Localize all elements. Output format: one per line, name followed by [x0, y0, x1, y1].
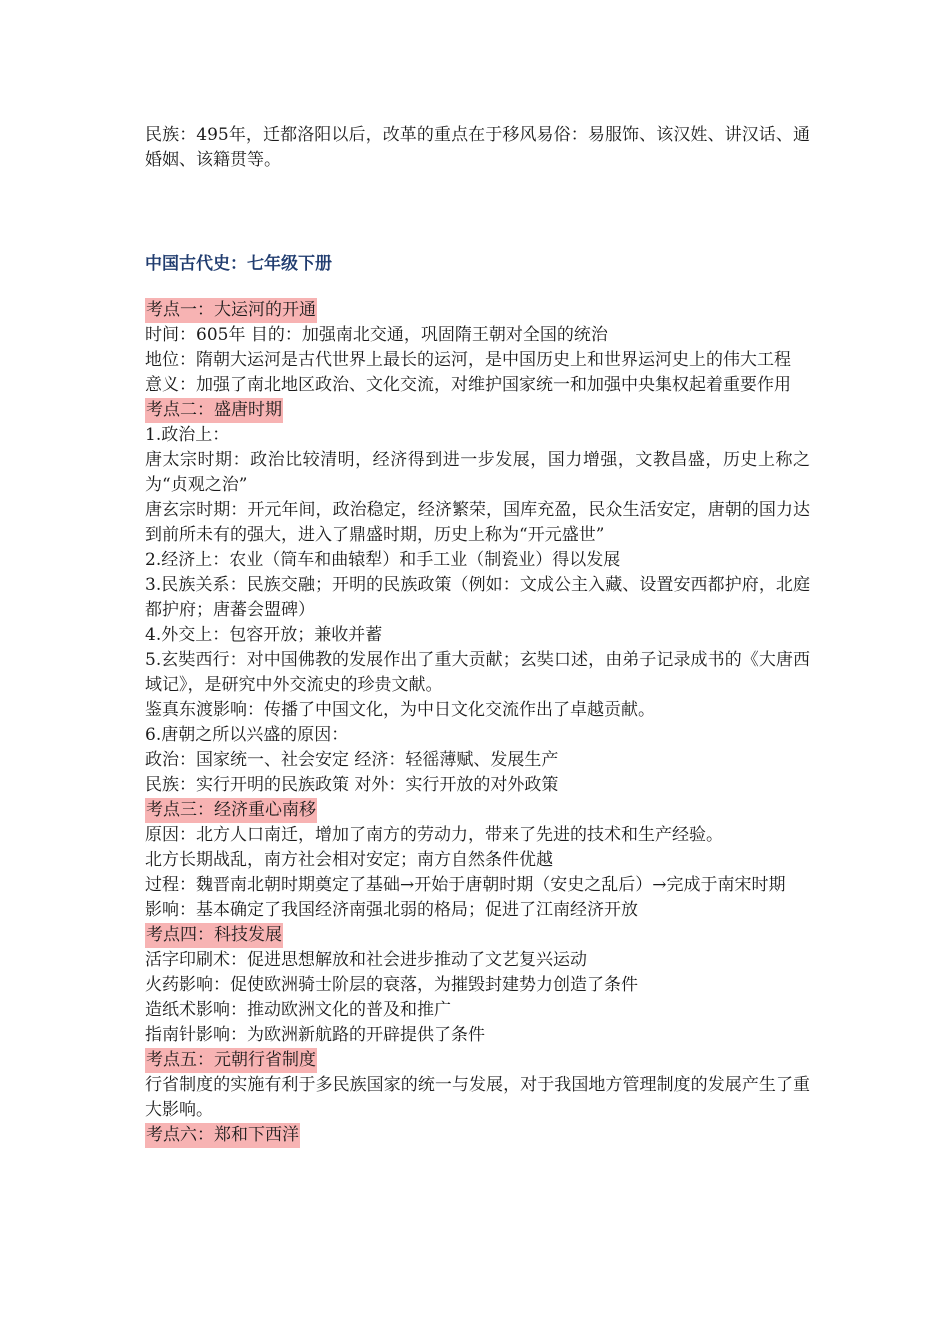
body-line: 1.政治上： [145, 425, 230, 445]
body-line: 意义：加强了南北地区政治、文化交流，对维护国家统一和加强中央集权起着重要作用 [145, 375, 791, 395]
body-line: 唐玄宗时期：开元年间，政治稳定，经济繁荣，国库充盈，民众生活安定，唐朝的国力达到前所未有的强大，进入了鼎盛时期，历史上称为“开元盛世” [145, 500, 810, 545]
body-line: 政治：国家统一、社会安定 经济：轻徭薄赋、发展生产 [145, 750, 559, 770]
body-line: 活字印刷术：促进思想解放和社会进步推动了文艺复兴运动 [145, 950, 587, 970]
body-line: 民族：实行开明的民族政策 对外：实行开放的对外政策 [145, 775, 559, 795]
topic-heading [145, 923, 810, 948]
body-line: 6.唐朝之所以兴盛的原因： [145, 725, 349, 745]
body-line: 地位：隋朝大运河是古代世界上最长的运河，是中国历史上和世界运河史上的伟大工程 [145, 350, 791, 370]
body-line: 指南针影响：为欧洲新航路的开辟提供了条件 [145, 1025, 485, 1045]
body-line: 原因：北方人口南迁，增加了南方的劳动力，带来了先进的技术和生产经验。 [145, 825, 723, 845]
body-line: 行省制度的实施有利于多民族国家的统一与发展，对于我国地方管理制度的发展产生了重大影响。 [145, 1075, 810, 1120]
body-line: 3.民族关系：民族交融；开明的民族政策（例如：文成公主入藏、设置安西都护府，北庭都护府；唐蕃会盟碑） [145, 575, 810, 620]
topic-heading [145, 798, 810, 823]
topic-heading [145, 398, 810, 423]
topic-highlight: 考点六：郑和下西洋 [145, 1123, 300, 1148]
intro-paragraph: 民族：495年，迁都洛阳以后，改革的重点在于移风易俗：易服饰、该汉姓、讲汉话、通婚姻、该籍贯等。 [145, 125, 810, 170]
topic-highlight: 考点五：元朝行省制度 [145, 1048, 317, 1073]
topic-highlight: 考点四：科技发展 [145, 923, 283, 948]
topic-highlight: 考点一：大运河的开通 [145, 298, 317, 323]
body-line: 影响：基本确定了我国经济南强北弱的格局；促进了江南经济开放 [145, 900, 638, 920]
section-body [145, 298, 810, 1148]
body-line: 4.外交上：包容开放；兼收并蓄 [145, 625, 383, 645]
body-line: 过程：魏晋南北朝时期奠定了基础→开始于唐朝时期（安史之乱后）→完成于南宋时期 [145, 875, 786, 895]
body-line: 造纸术影响：推动欧洲文化的普及和推广 [145, 1000, 451, 1020]
topic-heading [145, 1048, 810, 1073]
body-line: 鉴真东渡影响：传播了中国文化，为中日文化交流作出了卓越贡献。 [145, 700, 655, 720]
body-line: 北方长期战乱，南方社会相对安定；南方自然条件优越 [145, 850, 553, 870]
body-line: 5.玄奘西行：对中国佛教的发展作出了重大贡献；玄奘口述，由弟子记录成书的《大唐西域记》，是研究中外交流史的珍贵文献。 [145, 650, 810, 695]
topic-heading [145, 1123, 810, 1148]
body-line: 唐太宗时期：政治比较清明，经济得到进一步发展，国力增强，文教昌盛，历史上称之为“贞观之治” [145, 450, 810, 495]
body-line: 时间：605年 目的：加强南北交通，巩固隋王朝对全国的统治 [145, 325, 608, 345]
topic-highlight: 考点二：盛唐时期 [145, 398, 283, 423]
body-line: 火药影响：促使欧洲骑士阶层的衰落，为摧毁封建势力创造了条件 [145, 975, 638, 995]
topic-heading [145, 298, 810, 323]
body-line: 2.经济上：农业（筒车和曲辕犁）和手工业（制瓷业）得以发展 [145, 550, 621, 570]
topic-highlight: 考点三：经济重心南移 [145, 798, 317, 823]
section-title: 中国古代史：七年级下册 [145, 254, 332, 274]
